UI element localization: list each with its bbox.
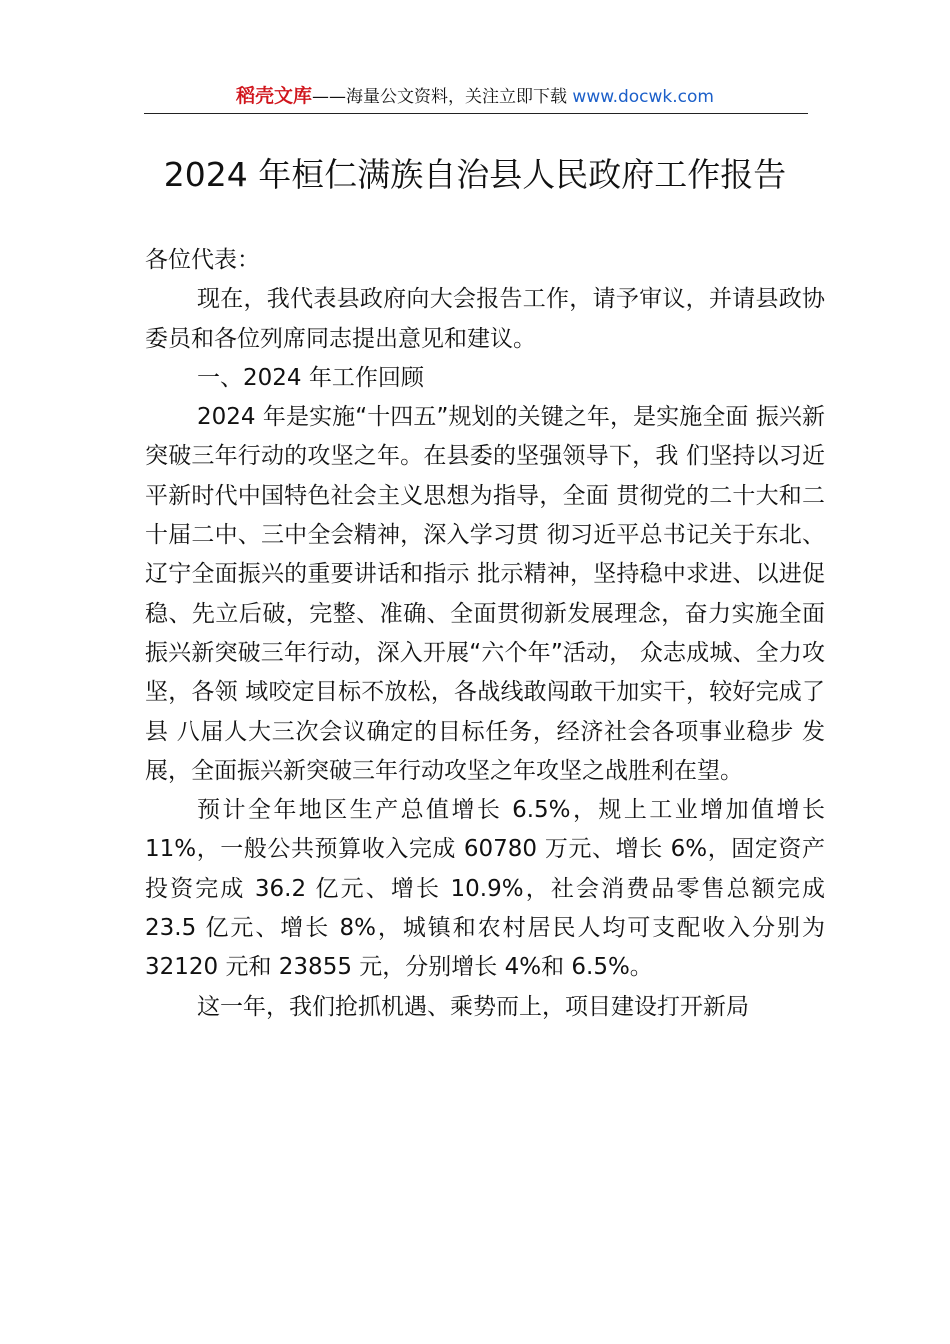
paragraph-statistics: 预计全年地区生产总值增长 6.5%，规上工业增加值增长 11%，一般公共预算收入完成 60780 万元、增长 6%，固定资产投资完成 36.2 亿元、增长 10.9%，社会消费品零售总额完成 23.5 亿元、增长 8%，城镇和农村居民人均可支配收入分别为 32120 元和 23855 元，分别增长 4%和 6.5%。 <box>145 797 825 981</box>
site-link[interactable]: www.docwk.com <box>572 87 714 107</box>
watermark-header <box>0 84 950 109</box>
header-divider <box>144 113 808 114</box>
paragraph-overview: 2024 年是实施“十四五”规划的关键之年，是实施全面 振兴新突破三年行动的攻坚之年。在县委的坚强领导下，我 们坚持以习近平新时代中国特色社会主义思想为指导，全面 贯彻党的二十大和二十届二中、三中全会精神，深入学习贯 彻习近平总书记关于东北、辽宁全面振兴的重要讲话和指示 批示精神，坚持稳中求进、以进促稳、先立后破，完整、准确、全面贯彻新发展理念，奋力实施全面振兴新突破三年行动，深入开展“六个年”活动， 众志成城、全力攻坚，各领 域咬定目标不放松，各战线敢闯敢干加实干，较好完成了县 八届人大三次会议确定的目标任务，经济社会各项事业稳步 发展，全面振兴新突破三年行动攻坚之年攻坚之战胜利在望。 <box>145 404 825 784</box>
header-slogan: ——海量公文资料，关注立即下载 <box>312 87 573 107</box>
document-title: 2024 年桓仁满族自治县人民政府工作报告 <box>163 155 787 194</box>
section-heading: 一、2024 年工作回顾 <box>197 364 424 391</box>
document-body <box>145 241 825 1027</box>
paragraph-intro: 现在，我代表县政府向大会报告工作，请予审议，并请县政协委员和各位列席同志提出意见和建议。 <box>145 286 825 352</box>
paragraph-projects: 这一年，我们抢抓机遇、乘势而上，项目建设打开新局 <box>197 993 749 1020</box>
brand-name: 稻壳文库 <box>236 85 313 107</box>
salutation: 各位代表： <box>145 247 260 273</box>
